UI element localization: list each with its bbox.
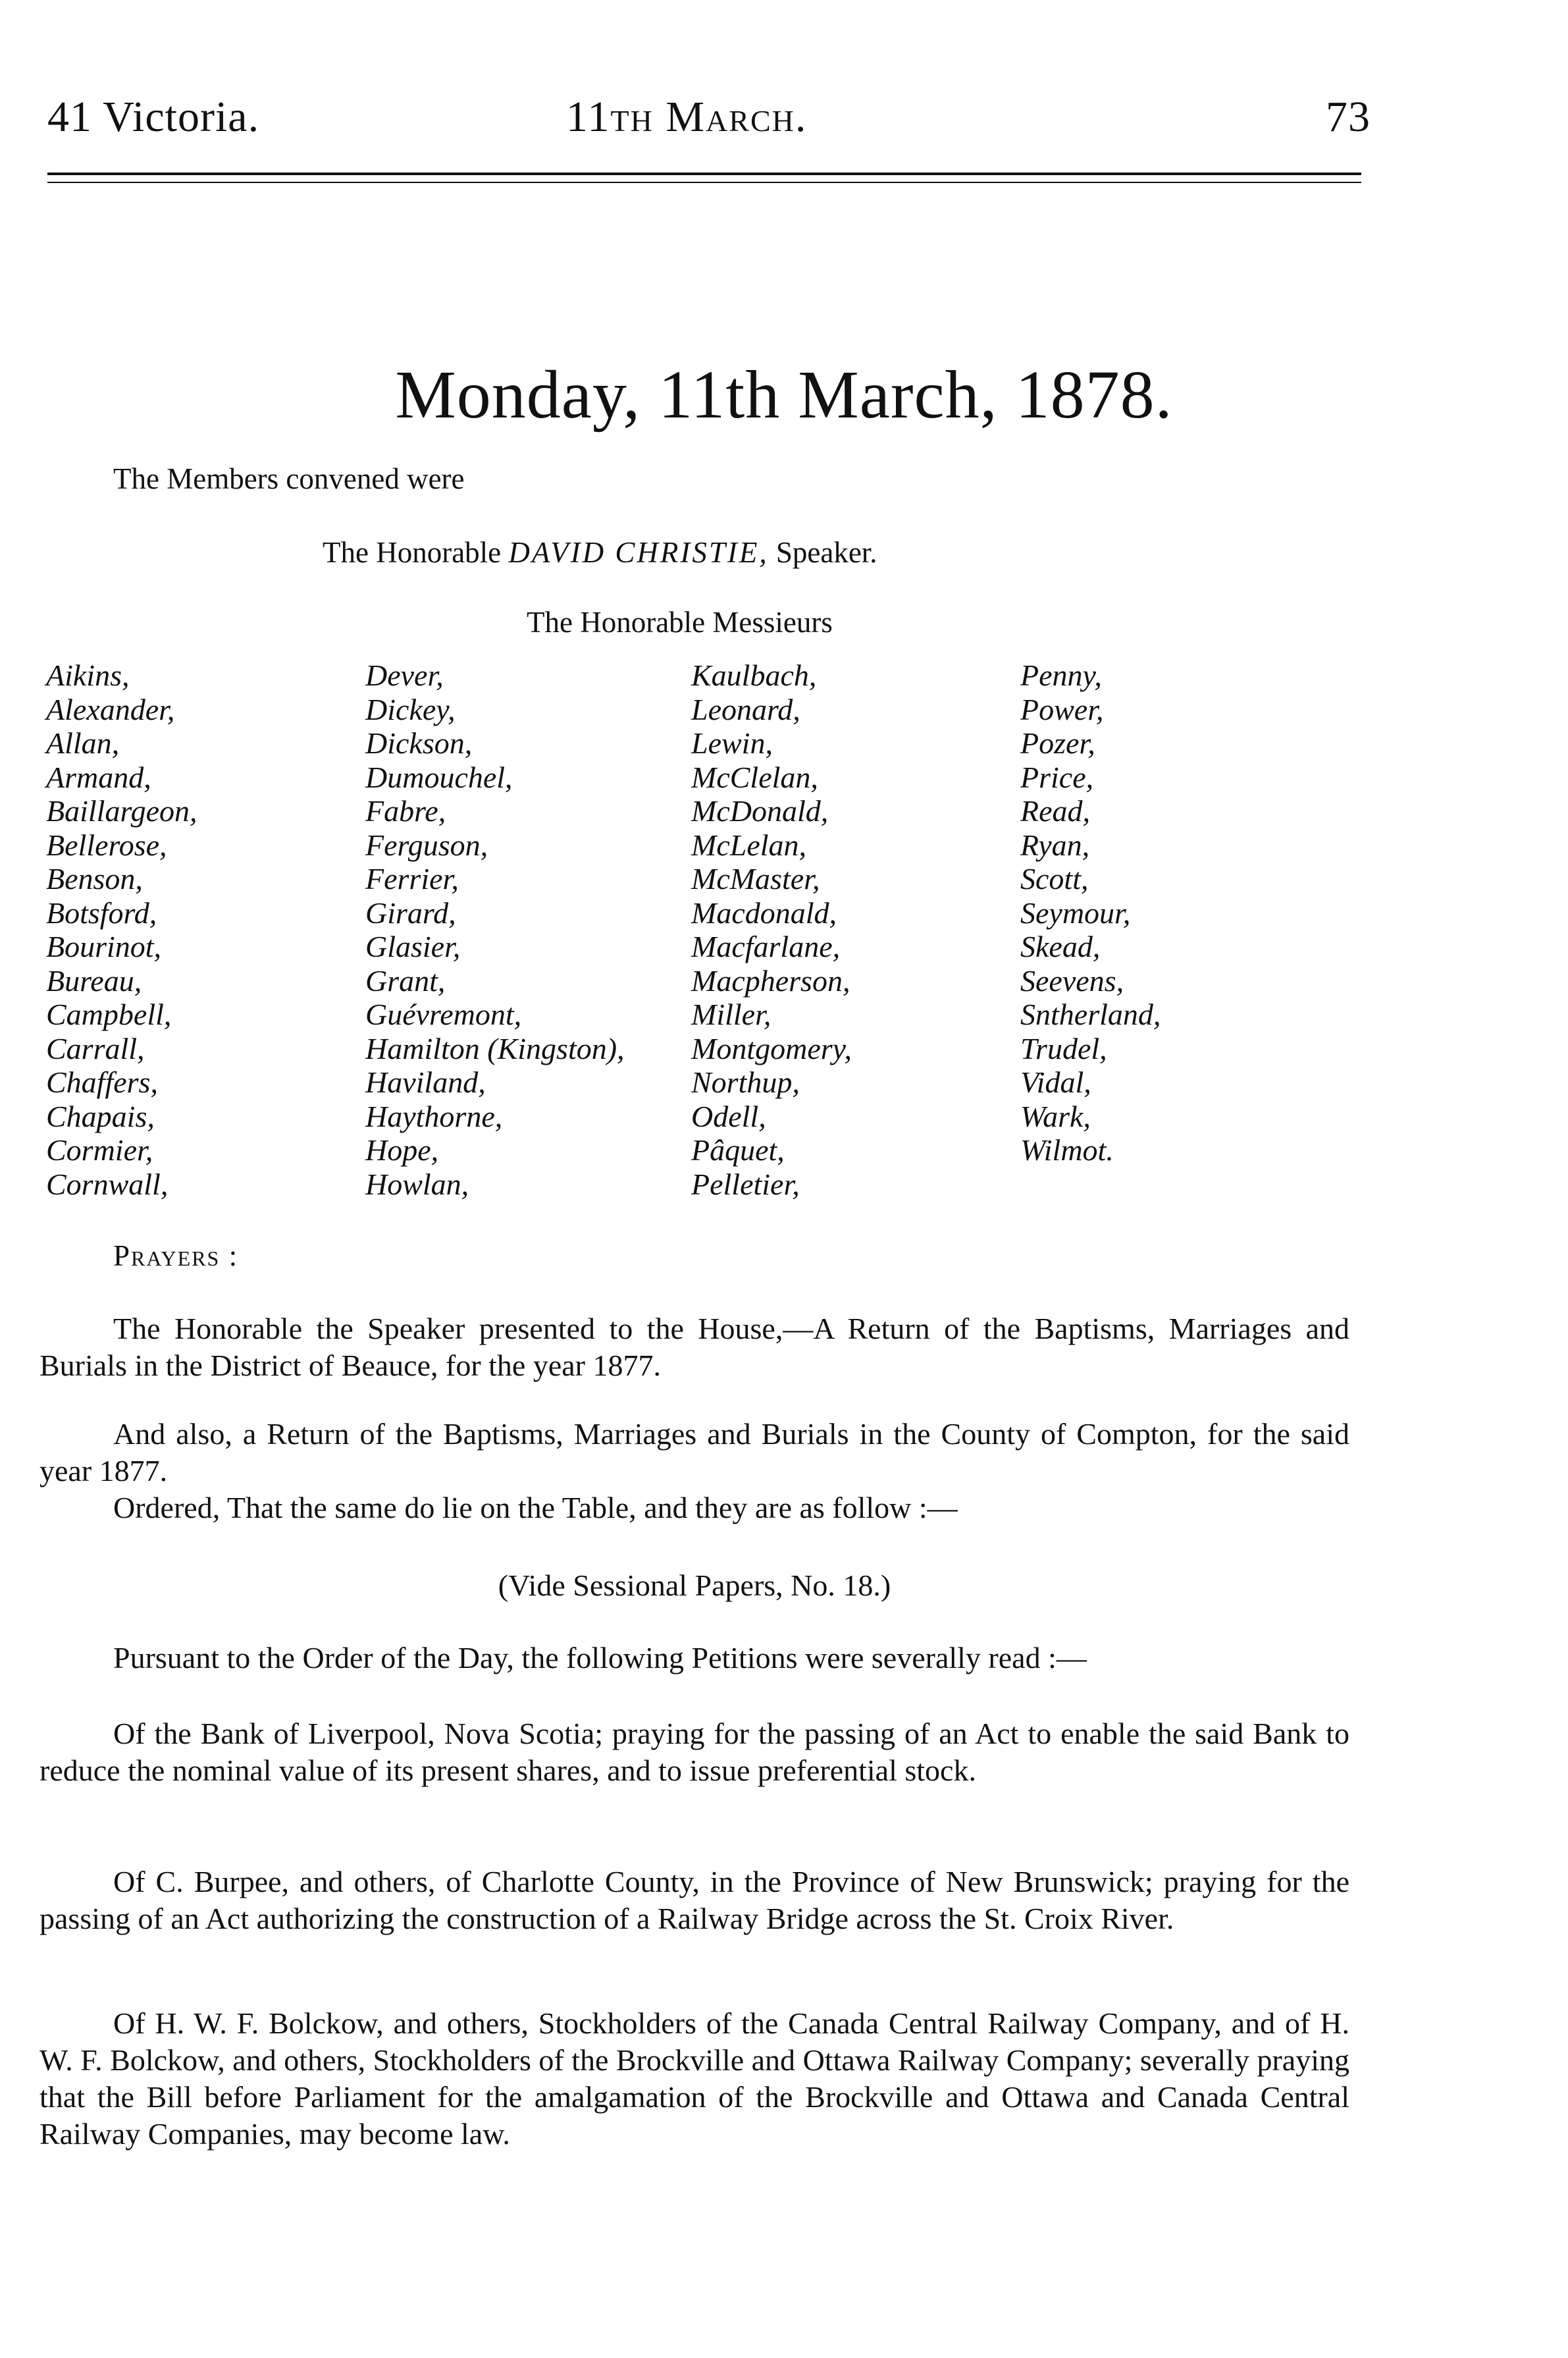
speaker-line [323,535,877,570]
member-name: Girard, [365,896,456,930]
member-name: Bellerose, [46,828,167,862]
paragraph-sessional-papers: (Vide Sessional Papers, No. 18.) [498,1568,891,1602]
header-date: 11th March. [566,93,808,141]
member-name: Macpherson, [691,963,850,998]
paragraph-return-compton: And also, a Return of the Baptisms, Marriages and Burials in the County of Compton, for the said year 1877. [39,1417,1349,1487]
member-name: Power, [1020,692,1104,726]
member-name: Grant, [365,963,446,998]
member-name: McLelan, [691,828,807,862]
messieurs-heading: The Honorable Messieurs [527,606,833,639]
member-name: Glasier, [365,930,461,963]
member-name: Dumouchel, [365,760,513,794]
member-name: McDonald, [691,794,829,828]
member-name: Hamilton (Kingston), [365,1031,625,1065]
member-name: McClelan, [691,760,818,794]
member-name: Dickey, [365,692,456,726]
member-name: Haviland, [365,1065,486,1099]
member-name: Leonard, [691,692,800,726]
member-name: Howlan, [365,1167,469,1201]
member-name: Armand, [46,760,151,794]
member-name: Northup, [691,1065,800,1099]
member-name: Kaulbach, [691,658,817,692]
member-name: Skead, [1020,930,1101,963]
member-name: Baillargeon, [46,794,197,828]
member-name: Wark, [1020,1099,1091,1133]
speaker-prefix: The Honorable [323,536,502,569]
member-name: Chapais, [46,1099,155,1133]
paragraph-return-beauce: The Honorable the Speaker presented to the House,—A Return of the Baptisms, Marriages and Burials in the District of Beauce, for the year 1877. [39,1312,1349,1382]
member-name: Odell, [691,1099,766,1133]
paragraph-petitions-intro: Pursuant to the Order of the Day, the following Petitions were severally read :— [113,1641,1087,1675]
header-regnal-year: 41 Victoria. [47,93,260,141]
member-name: Pâquet, [691,1133,785,1167]
member-name: Wilmot. [1020,1133,1114,1167]
members-column-2 [365,658,625,1201]
petition-bank-of-liverpool: Of the Bank of Liverpool, Nova Scotia; praying for the passing of an Act to enable the said Bank to reduce the nominal value of its present shares, and to issue preferential stock. [39,1717,1349,1787]
member-name: Macfarlane, [691,930,841,963]
member-name: Chaffers, [46,1065,158,1099]
member-name: Carrall, [46,1031,145,1065]
member-name: Hope, [365,1133,439,1167]
member-name: Lewin, [691,726,773,760]
member-name: Scott, [1020,862,1089,896]
member-name: Miller, [691,998,771,1031]
member-name: Ferrier, [365,862,459,896]
member-name: Bureau, [46,963,142,998]
member-name: Pelletier, [691,1167,800,1201]
member-name: Aikins, [46,658,130,692]
member-name: Seevens, [1020,963,1124,998]
members-convened-line: The Members convened were [113,462,465,495]
members-column-4 [1020,658,1161,1167]
member-name: Ferguson, [365,828,488,862]
member-name: Price, [1020,760,1094,794]
member-name: Campbell, [46,998,172,1031]
member-name: Benson, [46,862,143,896]
speaker-role: Speaker. [775,536,877,569]
member-name: Montgomery, [691,1031,852,1065]
paragraph-ordered: Ordered, That the same do lie on the Table, and they are as follow :— [113,1491,958,1524]
speaker-name: DAVID CHRISTIE, [508,536,769,569]
member-name: McMaster, [691,862,820,896]
member-name: Fabre, [365,794,446,828]
members-column-1 [46,658,197,1201]
member-name: Cormier, [46,1133,153,1167]
member-name: Botsford, [46,896,157,930]
member-name: Trudel, [1020,1031,1107,1065]
petition-burpee-railway-bridge: Of C. Burpee, and others, of Charlotte County, in the Province of New Brunswick; praying for the passing of an Act authorizing the construction of a Railway Bridge across the St. Croix River. [39,1865,1349,1935]
member-name: Alexander, [46,692,175,726]
members-column-3 [691,658,852,1201]
petition-bolckow-railway: Of H. W. F. Bolckow, and others, Stockholders of the Canada Central Railway Company, and of H. W. F. Bolckow, and others, Stockholders of the Brockville and Ottawa Railway Company; severally praying that the Bill before Parliament for the amalgamation of the Brockville and Ottawa and Canada Central Railway Companies, may become law. [39,2006,1349,2151]
header-rule-thick [47,173,1361,175]
member-name: Sntherland, [1020,998,1161,1031]
member-name: Pozer, [1020,726,1095,760]
member-name: Haythorne, [365,1099,503,1133]
member-name: Cornwall, [46,1167,169,1201]
member-name: Seymour, [1020,896,1131,930]
page-title: Monday, 11th March, 1878. [395,357,1173,433]
member-name: Vidal, [1020,1065,1091,1099]
member-name: Dickson, [365,726,473,760]
prayers-heading: Prayers : [113,1239,239,1272]
member-name: Read, [1020,794,1091,828]
page-number: 73 [1326,93,1371,141]
member-name: Penny, [1020,658,1102,692]
member-name: Dever, [365,658,444,692]
member-name: Ryan, [1020,828,1090,862]
member-name: Guévremont, [365,998,522,1031]
member-name: Allan, [46,726,120,760]
header-rule-thin [47,182,1361,183]
member-name: Macdonald, [691,896,837,930]
member-name: Bourinot, [46,930,162,963]
